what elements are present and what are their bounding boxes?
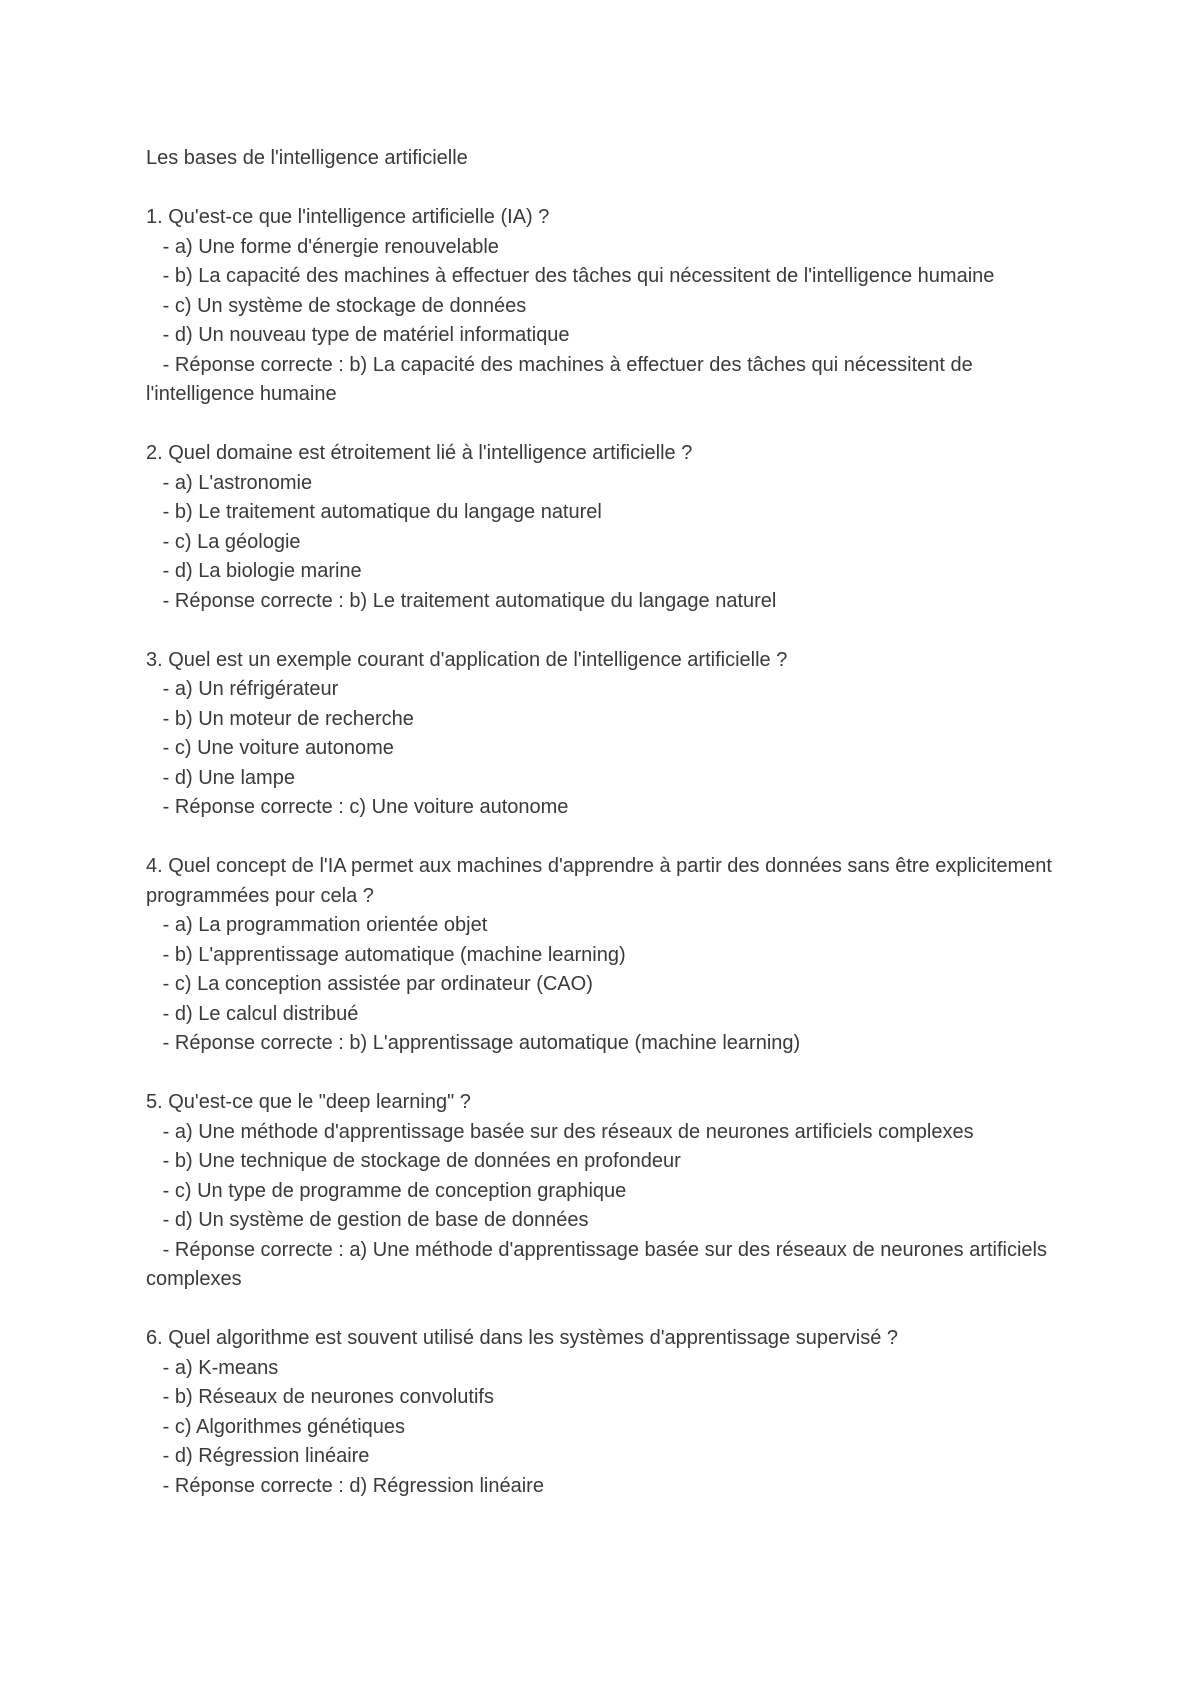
option-d: - d) Une lampe <box>146 766 295 789</box>
question-text: 4. Quel concept de l'IA permet aux machines d'apprendre à partir des données sans être explicitement programmées pour cela ? <box>146 855 1058 907</box>
document-title: Les bases de l'intelligence artificielle <box>146 147 468 169</box>
question-1 <box>146 203 1066 410</box>
correct-answer: - Réponse correcte : b) La capacité des machines à effectuer des tâches qui nécessitent de l'intelligence humaine <box>146 353 979 405</box>
option-a: - a) Un réfrigérateur <box>146 678 339 700</box>
option-b: - b) L'apprentissage automatique (machine learning) <box>146 943 626 966</box>
option-c: - c) La géologie <box>146 530 301 553</box>
question-text: 2. Quel domaine est étroitement lié à l'intelligence artificielle ? <box>146 442 693 464</box>
option-d: - d) Le calcul distribué <box>146 1002 359 1025</box>
option-d: - d) Un nouveau type de matériel informatique <box>146 324 570 346</box>
question-5 <box>146 1088 1066 1295</box>
question-text: 6. Quel algorithme est souvent utilisé dans les systèmes d'apprentissage supervisé ? <box>146 1327 898 1349</box>
option-d: - d) Régression linéaire <box>146 1445 370 1467</box>
option-a: - a) L'astronomie <box>146 471 313 494</box>
option-c: - c) Un système de stockage de données <box>146 294 527 317</box>
question-3 <box>146 646 1066 823</box>
question-2 <box>146 439 1066 616</box>
option-a: - a) La programmation orientée objet <box>146 914 488 936</box>
question-text: 3. Quel est un exemple courant d'application de l'intelligence artificielle ? <box>146 648 788 671</box>
correct-answer: - Réponse correcte : b) L'apprentissage automatique (machine learning) <box>146 1032 801 1054</box>
option-b: - b) Réseaux de neurones convolutifs <box>146 1386 494 1408</box>
option-c: - c) La conception assistée par ordinateur (CAO) <box>146 973 593 995</box>
option-b: - b) La capacité des machines à effectuer des tâches qui nécessitent de l'intelligence humaine <box>146 265 995 287</box>
option-a: - a) Une méthode d'apprentissage basée sur des réseaux de neurones artificiels complexes <box>146 1120 974 1143</box>
question-text: 1. Qu'est-ce que l'intelligence artificielle (IA) ? <box>146 206 550 228</box>
option-a: - a) Une forme d'énergie renouvelable <box>146 235 499 258</box>
option-b: - b) Un moteur de recherche <box>146 707 414 730</box>
question-text: 5. Qu'est-ce que le "deep learning" ? <box>146 1091 471 1113</box>
option-b: - b) Le traitement automatique du langage naturel <box>146 501 602 523</box>
document-body <box>146 144 1066 1531</box>
question-4 <box>146 852 1066 1059</box>
correct-answer: - Réponse correcte : d) Régression linéaire <box>146 1474 544 1497</box>
correct-answer: - Réponse correcte : a) Une méthode d'apprentissage basée sur des réseaux de neurones artificiels complexes <box>146 1238 1053 1290</box>
question-6 <box>146 1324 1066 1501</box>
option-b: - b) Une technique de stockage de données en profondeur <box>146 1150 681 1172</box>
option-a: - a) K-means <box>146 1356 279 1379</box>
correct-answer: - Réponse correcte : c) Une voiture autonome <box>146 796 569 818</box>
option-c: - c) Algorithmes génétiques <box>146 1415 406 1438</box>
option-c: - c) Une voiture autonome <box>146 737 394 759</box>
option-d: - d) Un système de gestion de base de données <box>146 1209 589 1231</box>
option-c: - c) Un type de programme de conception graphique <box>146 1179 627 1202</box>
correct-answer: - Réponse correcte : b) Le traitement automatique du langage naturel <box>146 589 777 612</box>
option-d: - d) La biologie marine <box>146 560 362 582</box>
